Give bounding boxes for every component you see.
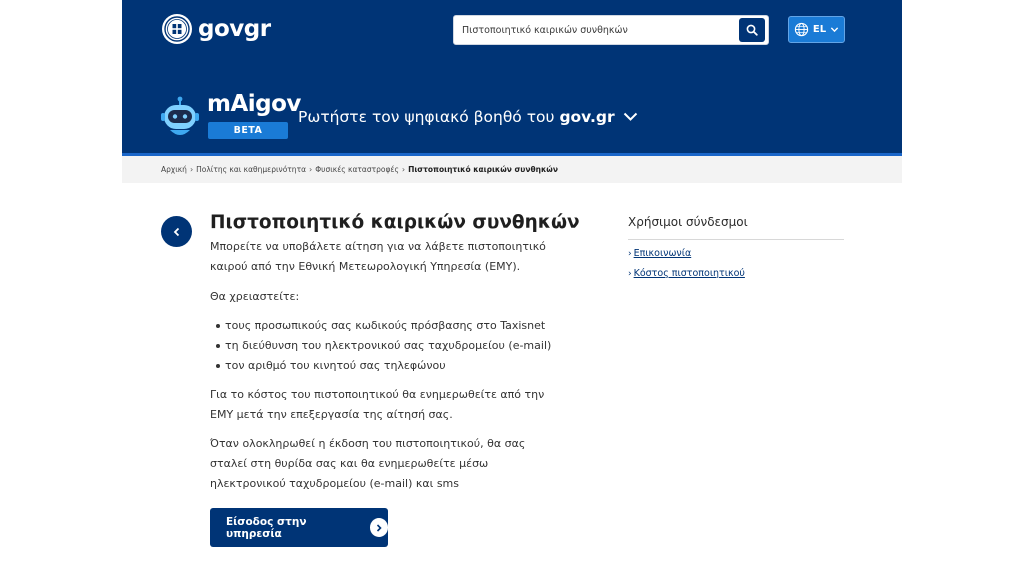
list-item: τη διεύθυνση του ηλεκτρονικού σας ταχυδρομείου (e-mail) bbox=[216, 336, 551, 356]
chevron-down-icon bbox=[830, 25, 839, 34]
list-item: τους προσωπικούς σας κωδικούς πρόσβασης στο Taxisnet bbox=[216, 316, 551, 336]
assistant-prompt-text bbox=[298, 108, 615, 126]
page-title: Πιστοποιητικό καιρικών συνθηκών bbox=[210, 212, 580, 233]
breadcrumb-current: Πιστοποιητικό καιρικών συνθηκών bbox=[408, 165, 558, 174]
search-input[interactable] bbox=[454, 16, 739, 44]
search-icon bbox=[746, 24, 758, 36]
language-selector[interactable] bbox=[788, 16, 845, 43]
assistant-name bbox=[207, 91, 301, 117]
beta-badge: BETA bbox=[208, 122, 288, 139]
search-button[interactable] bbox=[739, 18, 765, 42]
assistant-name-prefix: mAi bbox=[207, 91, 256, 117]
needs-heading: Θα χρειαστείτε: bbox=[210, 290, 300, 303]
chevron-left-icon bbox=[172, 227, 182, 237]
needs-list bbox=[216, 316, 551, 376]
govgr-logo[interactable] bbox=[162, 12, 271, 46]
logo-text: govgr bbox=[198, 16, 271, 42]
arrow-right-icon bbox=[370, 518, 388, 537]
breadcrumb-separator-icon: › bbox=[401, 165, 406, 174]
link-item-cost bbox=[628, 264, 745, 284]
breadcrumb-separator-icon: › bbox=[189, 165, 194, 174]
sidebar-divider bbox=[628, 239, 844, 240]
breadcrumb-item-citizen[interactable]: Πολίτης και καθημερινότητα bbox=[196, 165, 307, 174]
breadcrumb-separator-icon: › bbox=[309, 165, 313, 174]
assistant-name-suffix: gov bbox=[255, 91, 301, 117]
certificate-cost-link[interactable]: Κόστος πιστοποιητικού bbox=[633, 268, 745, 279]
chevron-right-icon: › bbox=[628, 249, 632, 259]
assistant-prompt-brand: gov.gr bbox=[559, 108, 615, 126]
useful-links-list bbox=[628, 244, 745, 284]
chevron-down-icon bbox=[623, 112, 638, 122]
assistant-prompt-lead: Ρωτήστε τον ψηφιακό βοηθό του bbox=[298, 108, 555, 126]
contact-link[interactable]: Επικοινωνία bbox=[633, 248, 692, 259]
link-item-contact bbox=[628, 244, 745, 264]
robot-assistant-icon[interactable] bbox=[160, 95, 200, 139]
assistant-prompt-toggle[interactable] bbox=[298, 108, 638, 126]
cost-text: Για το κόστος του πιστοποιητικού θα ενημερωθείτε από την ΕΜΥ μετά την επεξεργασία της αίτησή σας. bbox=[210, 388, 545, 421]
enter-service-button[interactable] bbox=[210, 508, 388, 547]
breadcrumb-item-disasters[interactable]: Φυσικές καταστροφές bbox=[315, 165, 399, 174]
search-box bbox=[453, 15, 769, 45]
breadcrumb-item-home[interactable]: Αρχική bbox=[161, 165, 187, 174]
intro-text: Μπορείτε να υποβάλετε αίτηση για να λάβετε πιστοποιητικό καιρού από την Εθνική Μετεωρολογική Υπηρεσία (ΕΜΥ). bbox=[210, 240, 546, 273]
breadcrumb bbox=[161, 165, 558, 174]
globe-icon bbox=[794, 22, 809, 37]
back-button[interactable] bbox=[161, 216, 192, 247]
completion-text: Όταν ολοκληρωθεί η έκδοση του πιστοποιητικού, θα σας σταλεί στη θυρίδα σας και θα ενημερωθείτε μέσω ηλεκτρονικού ταχυδρομείου (e-mail) και sms bbox=[210, 437, 526, 490]
language-label: EL bbox=[812, 24, 827, 35]
useful-links-title: Χρήσιμοι σύνδεσμοι bbox=[628, 215, 748, 229]
enter-service-label: Είσοδος στην υπηρεσία bbox=[226, 515, 307, 540]
chevron-right-icon: › bbox=[628, 269, 632, 279]
list-item: τον αριθμό του κινητού σας τηλεφώνου bbox=[216, 356, 551, 376]
greek-emblem-icon bbox=[162, 14, 192, 44]
